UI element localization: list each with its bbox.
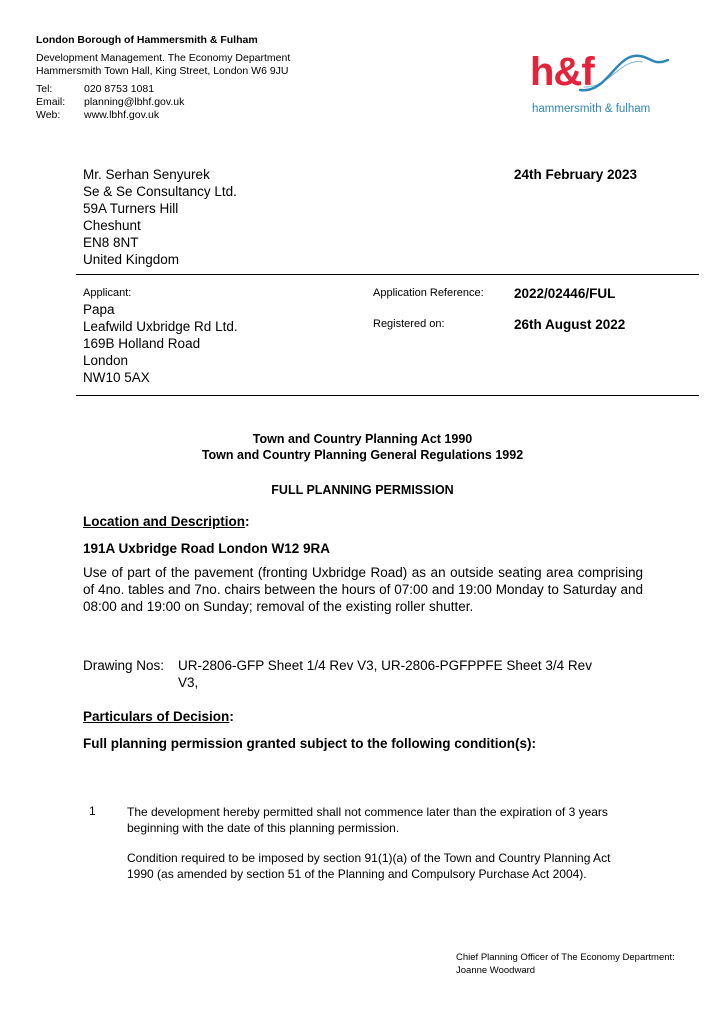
location-heading [83, 513, 250, 530]
recipient-line: Cheshunt [83, 218, 141, 233]
signature-title: Chief Planning Officer of The Economy Department: [456, 952, 675, 963]
letter-date: 24th February 2023 [514, 167, 638, 182]
contact-email [36, 96, 184, 109]
contact-block [36, 83, 184, 122]
registered-value: 26th August 2022 [514, 317, 626, 332]
hf-logo [528, 46, 678, 120]
contact-tel [36, 83, 184, 96]
contact-label: Web: [36, 109, 61, 121]
council-address: Hammersmith Town Hall, King Street, London W6 9JU [36, 65, 289, 77]
condition-reason: Condition required to be imposed by section 91(1)(a) of the Town and Country Planning Act 1990 (as amended by section 51 of the Planning and Compulsory Purchase Act 2004). [127, 851, 611, 881]
logo-subtitle: hammersmith & fulham [532, 103, 651, 115]
act-line: Town and Country Planning General Regulations 1992 [201, 448, 524, 462]
contact-value: planning@lbhf.gov.uk [84, 96, 185, 108]
divider [76, 395, 699, 396]
contact-web [36, 109, 184, 122]
contact-label: Email: [36, 96, 66, 108]
applicant-label: Applicant: [83, 287, 132, 299]
particulars-summary: Full planning permission granted subject to the following condition(s): [83, 736, 536, 751]
particulars-heading-text: Particulars of Decision [83, 709, 230, 724]
location-heading-colon: : [245, 514, 250, 529]
applicant-line: Leafwild Uxbridge Rd Ltd. [83, 319, 238, 334]
signature-name: Joanne Woodward [456, 965, 536, 976]
recipient-line: Se & Se Consultancy Ltd. [83, 184, 237, 199]
decision-type: FULL PLANNING PERMISSION [271, 483, 454, 497]
drawings-line: V3, [178, 675, 199, 690]
recipient-address [83, 166, 237, 268]
applicant-line: Papa [83, 302, 115, 317]
applicant-line: 169B Holland Road [83, 336, 201, 351]
recipient-line: United Kingdom [83, 252, 180, 267]
recipient-line: EN8 8NT [83, 235, 139, 250]
department: Development Management. The Economy Department [36, 52, 291, 64]
logo-mark: h&f [530, 50, 594, 94]
recipient-line: 59A Turners Hill [83, 201, 179, 216]
drawings-label: Drawing Nos: [83, 658, 165, 673]
act-line: Town and Country Planning Act 1990 [252, 432, 473, 446]
recipient-line: Mr. Serhan Senyurek [83, 167, 210, 182]
signature-block [456, 951, 675, 977]
site-address: 191A Uxbridge Road London W12 9RA [83, 541, 331, 556]
application-reference-value: 2022/02446/FUL [514, 286, 616, 301]
particulars-heading-colon: : [229, 709, 234, 724]
divider [76, 274, 699, 275]
condition-text: The development hereby permitted shall not commence later than the expiration of 3 years beginning with the date of this planning permission. [127, 805, 608, 835]
location-heading-text: Location and Description [83, 514, 246, 529]
council-name: London Borough of Hammersmith & Fulham [36, 34, 258, 46]
contact-value: 020 8753 1081 [84, 83, 155, 95]
drawings-line: UR-2806-GFP Sheet 1/4 Rev V3, UR-2806-PGFPPFE Sheet 3/4 Rev [178, 658, 592, 673]
particulars-heading [83, 708, 234, 725]
application-reference-label: Application Reference: [373, 287, 484, 299]
applicant-address [83, 301, 238, 386]
registered-label: Registered on: [373, 318, 445, 330]
condition-number: 1 [89, 804, 96, 818]
contact-value: www.lbhf.gov.uk [84, 109, 160, 121]
acts-heading [76, 431, 649, 463]
site-description: Use of part of the pavement (fronting Uxbridge Road) as an outside seating area comprising of 4no. tables and 7no. chairs between the hours of 07:00 and 19:00 Monday to Saturday and 08:00 and 19:00 on Sunday; removal of the existing roller shutter. [83, 565, 643, 614]
drawings-list [178, 657, 648, 691]
applicant-line: London [83, 353, 129, 368]
contact-label: Tel: [36, 83, 53, 95]
applicant-line: NW10 5AX [83, 370, 150, 385]
